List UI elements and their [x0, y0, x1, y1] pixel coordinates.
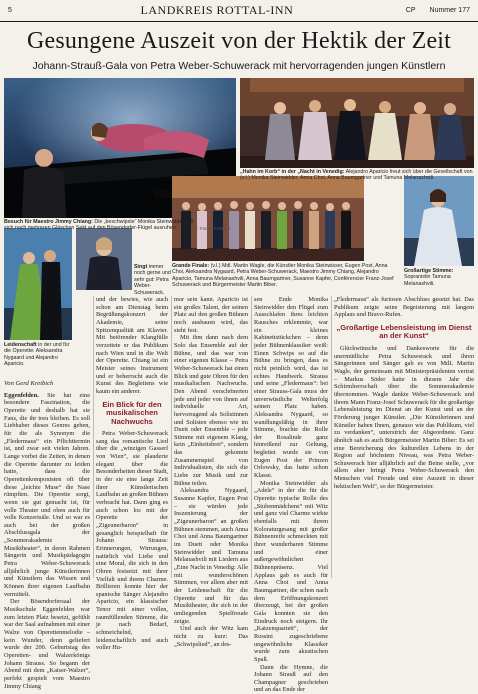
caption-venedig	[240, 169, 474, 182]
caption-tamuna	[404, 268, 474, 287]
photo-leidenschaft	[4, 228, 72, 340]
col4-paragraph-3: Dann die Hymne, die Johann Strauß auf den Champagner geschrieben und an das Ende der	[254, 664, 328, 694]
col5-subhead: „Großartige Lebensleistung im Dienst an der Kunst“	[334, 324, 474, 341]
caption-finale-bold: Grande Finale:	[172, 263, 209, 269]
article-column-4	[254, 296, 328, 578]
issue-number: Nummer 177	[430, 7, 470, 14]
article-column-3	[174, 296, 248, 578]
article-subheadline: Johann-Strauß-Gala von Petra Weber-Schuwerack mit hervorragenden jungen Künstlern	[0, 60, 478, 72]
caption-piano-bold: Besuch für Maestro Jimmy Chiang:	[4, 219, 93, 225]
caption-venedig-bold: „Hahn im Korb“ in der „Nacht in Venedig:	[240, 169, 344, 175]
masthead	[0, 0, 478, 22]
caption-tamuna-text: Sopranistin Tamuna Melanashvili.	[404, 274, 451, 286]
photo-nacht-in-venedig	[240, 78, 474, 168]
col2-paragraph-1: und der bewies, wie auch schon am Dienstag beim Begrüßungskonzert der Akademie, seine Spitzenqualität am Klavier. Mit betörender Klangfülle verzettete er das Publikum nach Wien und in die Welt der Operette. Chiang ist ein Meister seines Instrument und er beherrscht auch die Kunst des Begleitens wie kaum ein anderer.	[96, 296, 168, 396]
column-rule	[171, 296, 172, 578]
photo-grande-finale	[172, 176, 364, 261]
article-column-1	[4, 380, 90, 578]
dateline: Eggenfelden.	[4, 392, 39, 399]
caption-piano	[4, 219, 194, 232]
column-rule	[93, 296, 94, 578]
col4-paragraph-1: sen Ende Monika Steinwidder den Flügel zum Ausschlafen ihres leichten Rausches erklemmte, war ein kleines Kabinettstückchen – denn jeder Bühnenklassiker weiß: Einen Schwips so auf die Bühne zu bringen, dass es nicht peinlich wird, das ist echtes Handwerk. Strauss und seine „Fledermaus“: bei einer Strauss-Gala muss der unverwüstliche Welterfolg seinen Platz haben. Aleksandra Nygaard, so wandlungsfähig in ihrer Stimme, brachte die Rolle der Rosalinde ganz hinreißend zur Geltung, begleitet wurde sie von Eugen Post der Prinzen Orlowsky, das hatte schon Klasse.	[254, 296, 328, 480]
col3-paragraph-2: Mit ihm dann nach dem Solo das Ensemble auf der Bühne, und das war von einer eigenen Klasse – Petra Weber-Schuwerack hat einen Blick und gute Ohren für den musikalischen Nachwuchs. Den Abend verschönerten jede und jeder von ihnen auf individuelle Art, hervorragend als Solistinnen und Solisten ebenso wie im Duett oder Ensemble – jede Stimme mit eigenem Klang, kein „Einheitsbrei“, sondern das gekonnte Zusammenspiel von Individualisten, die sich die Liebe zur Musik und zur Bühne teilen.	[174, 334, 248, 487]
caption-finale	[172, 263, 400, 289]
col5-paragraph-1: „Fledermaus“ als furiosen Abschluss gesetzt hat. Das Publikum zeigte seine Begeisterung mit langem Applaus und Bravo-Rufen.	[334, 296, 474, 319]
col3-paragraph-4: Und auch der Witz kam nicht zu kurz: Das „Schwipslied“, an des-	[174, 625, 248, 648]
article-column-5	[334, 296, 474, 578]
caption-finale-text: (v.l.) Mdl. Martin Wagle, die Künstler Monika Steinwisser, Eugen Post, Anna Choi, Aleksandra Nygaard, Petra Weber-Schuwerack, Maestro Jimmy Chiang, Alejandro Aparicio, Tamuna Melanashvili, Anna Baumgartner, Susanne Kapfer, Conférencier Franz-Josef Schuwerack und Bürgermeister Martin Biber.	[172, 263, 394, 288]
photo-tamuna	[404, 176, 474, 266]
caption-piano-text: Die „beschwipste“ Monika Steinwidder will sich nach mehreren Gläschen Sekt auf den Bösendorfer-Flügel ausruhen.	[4, 219, 193, 231]
caption-petra	[134, 264, 172, 296]
col3-paragraph-3: Aleksandra Nygaard, Susanne Kapfer, Eugen Post – sie würden jede Inszenierung der „Zigeunerbaron“ an großen Bühnen stemmen, auch Anna Choi und Anna Baumgartner im Duett oder Monika Steinwidder und Tamuna Melanashvili mit Liedern aus „Eine Nacht in Venedig: Alle mit wunderschönen Stimmen, vor allem aber mit der Leidenschaft für die Operette und für das Musiktheater, die sich in der umliegenden Spielfreude zeigte.	[174, 487, 248, 625]
col3-paragraph-1: mor sein kann. Aparicio ist ein großes Talent, der seinen Platz auf den großen Bühnen noch ausbauen wird, das steht fest.	[174, 296, 248, 334]
caption-petra-bold: Singt	[134, 264, 147, 270]
caption-leidenschaft-bold: Leidenschaft	[4, 342, 37, 348]
photo-petra-singing	[76, 228, 132, 290]
article-column-2	[96, 296, 168, 578]
caption-tamuna-bold: Großartige Stimme:	[404, 268, 453, 274]
col1-paragraph-2: Der Bösendorfersaal der Musikschule Eggenfelden war zum letzten Platz besetzt, gefühlt war der Saal aufnahmen mit einer Walze von Operettenmelodie – kein Wunder, denn geliefert wurde der 200. Geburtstag des Operetten- und Walzerkönigs Johann Strauss. So begann der Abend mit dem „Kaiser-Walzer“, perfekt gespielt vom Maestro Jimmy Chiang	[4, 598, 90, 690]
byline: Von Gerd Kreibich	[4, 380, 90, 388]
caption-venedig-text: Alejandro Aparicio freut sich über die Gesellschaft von (v.l.) Monika Steinwidder, Anna Choi, Anna Baumgartner und Tamuna Melanashvili.	[240, 169, 473, 181]
column-rule	[331, 296, 332, 578]
publication-label: CP	[406, 7, 416, 14]
col4-paragraph-2: Monika Steinwidder als „Adele“ in der die für die Operette typische Rolle des „Stubenmädchens“ mit Witz und ganz viel Charme wirkte ebenfalls mit ihrem Koloraturgesang mit großer Bühnenreife schmeckten mit ihrer wunderbaren Stimme und einer außergewöhnlichen Bühnenpräsenz. Viel Applaus gab es auch für Anna Choi und Anna Baumgartner, die schon nach dem Eröffnungskonzert überzeugt, bei der großen Gala konnten sie den Eindruck noch steigern. Ihr „Katzenquartett“, der Rossini zugeschriebene ungewöhnliche Klassiker wurde zum akustischen Spaß.	[254, 480, 328, 664]
col2-subhead: Ein Blick für den musikalischen Nachwuchs	[96, 401, 168, 427]
photo-credit: – Fotos: Kreibich	[196, 226, 230, 231]
page-number: 5	[8, 7, 28, 14]
caption-petra-text: immer noch gerne und sehr gut: Petra Weber-Schuwerack.	[134, 264, 171, 296]
caption-leidenschaft-text: in der und für die Operette: Aleksandra Nygaard und Alejandro Aparicio.	[4, 342, 69, 367]
caption-leidenschaft	[4, 342, 72, 368]
col1-paragraph-1: Sie hat eine besondere Faszination, die Operette und deshalb hat sie Fans, die ihr treu bleiben. Es soll Liebhaber dieses Genres geben, für die als Synonym die „Fledermaus“ ein Pflichttermin ist, und zwar seit vielen Jahren. Lange vorbei die Zeiten, in denen die Operette darunter zu leiden hatte, dass die Operettenkomponisten oft über diese „leichte Muse“ die Nase rümpften. Die Operette sorgt, wenn sie gut gemacht ist, für volle Theater und oben auch für volle Konzertsäle. Und so war es auch bei der großen Abschlussgala der „Sommerakademie Musiktheater“, in deren Rahmen Sängerin und Musikpädagogin Petra Weber-Schuwerack alljährlich junge Künstlerinnen und Künstlern das Wissen und Können ihrer eigenen Laufbahn vermittelt.	[4, 392, 90, 598]
col5-paragraph-2: Glückwünsche und Dankesworte für die unermüdliche Petra Schuwerack und ihren Sängerinnen und Sänger gab es von MdL Martin Wagle, der gemeinsam mit Ministerpräsidenten vertrat – Markus Söder hatte in diesem Jahr die Schirmherrschaft über die Sommerakademie übernommen. Wagle dankte Weber-Schuwerack und ihrem Mann Franz-Josef Schuwerack für die großartige Lebensleistung im Dienst an der Kunst und an der Förderung junger Künstler. „Die Künstlerinnen und Künstler haben Ihnen, genauso wie das Publikum, viel zu verdanken“, unterstrich der Abgeordnete. Ganz ähnlich sah es auch Bürgermeister Martin Biber: Es sei eine Bereicherung des kulturellen Lebens in der Region auf höchstem Niveau, was Petra Weber-Schuwerack hier alljährlich auf die Beine stelle, „vor allem aber bringt Petra Weber-Schuwerack den Menschen viel Freude und eine Auszeit in dieser hektischen Welt“, so der Bürgermeister.	[334, 345, 474, 490]
col2-paragraph-2: Petra Weber-Schuwerack sang das romantische Lied über die „winzigen Gasserl von Wien“, sie plauderte elegant über die Besonderheiten dieser Stadt, in der sie eine lange Zeit ihrer Künstlerischen Laufbahn an großen Bühnen verbracht hat. Dann ging es auch schon los mit der Operette der „Zigeunerbaron“ in gesanglich beispielhaft für Johann Strauss: Erinnerungen, Wirrungen, natürlich viel Liebe und eine Moral, die sich in den Ohren festsetzt mit ihrer Vielfalt und ihrem Charme. Brillieren konnte hier der spanische Sänger Alejandro Aparicio, ein klassischer Tenor mit einer vollen, raumfüllenden Stimme, die je nach Bedarf, schmeichelnd, leidenschaftlich und auch voller Hu-	[96, 430, 168, 652]
article-headline: Gesungene Auszeit von der Hektik der Zeit	[0, 28, 478, 55]
section-title: LANDKREIS ROTTAL-INN	[28, 3, 406, 18]
column-rule	[251, 296, 252, 578]
